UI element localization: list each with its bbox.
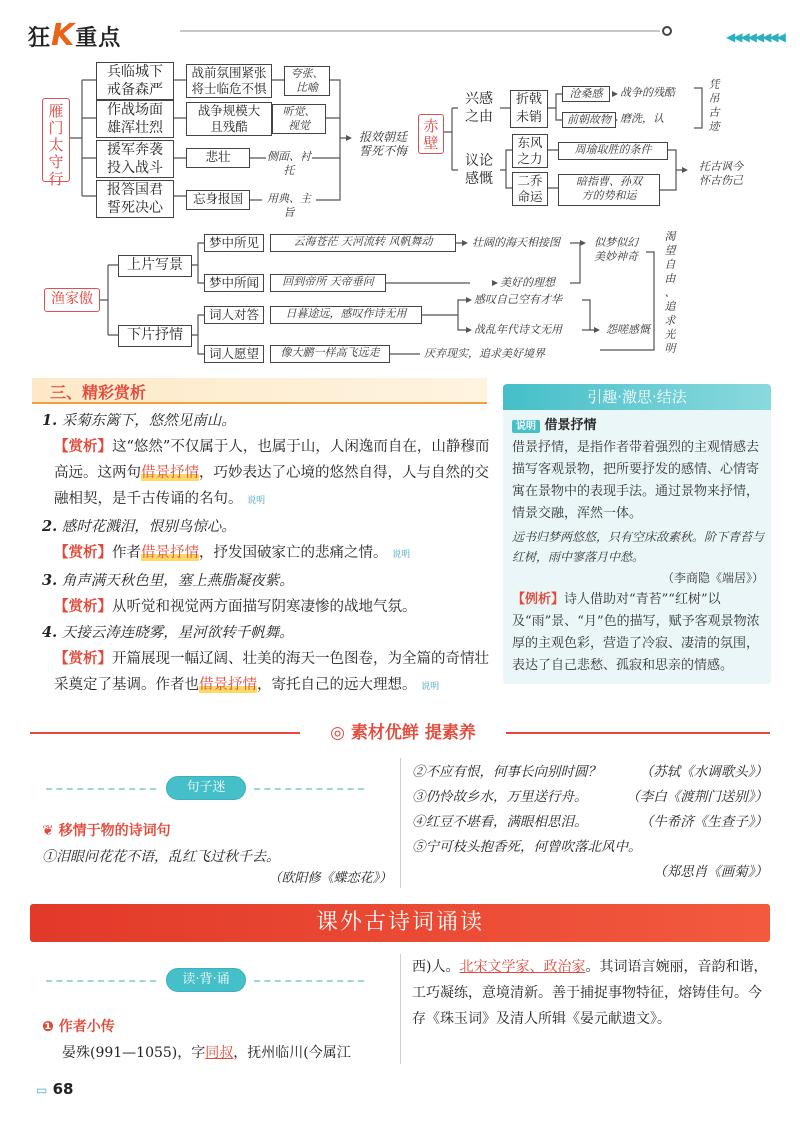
d2-item2: 前朝故物: [562, 112, 616, 128]
d3-sub1: 梦中所见: [204, 234, 264, 252]
d2-item1: 沧桑感: [562, 86, 610, 102]
sentence-pill: 句子迷: [166, 776, 246, 800]
d2-side: 凭 吊 古 迹: [708, 78, 720, 133]
appreciation-item-3: 3. 角声满天秋色里，塞上燕脂凝夜紫。 【赏析】从听觉和视觉两方面描写阴寒凄惨的战地气氛。: [42, 572, 417, 615]
pill2-dash-right: [254, 980, 364, 982]
swirl-icon: ◎: [330, 723, 345, 743]
d1-row1-tech: 夸张、 比喻: [284, 66, 330, 96]
d3-result5: 厌弃现实，追求美好境界: [424, 347, 545, 360]
page-tab-icon: ▭: [36, 1083, 48, 1097]
sentence-left-1: ①泪眼问花花不语，乱红飞过秋千去。 （欧阳修《蝶恋花》）: [42, 849, 392, 886]
banner1-title: ◎ 素材优鲜 提素养: [330, 723, 476, 743]
method-panel-body: 说明 借景抒情 借景抒情，是指作者带着强烈的主观情感去描写客观景物，把所要抒发的感情、心情寄寓在景物中的表现手法。通过景物来抒情，情景交融，浑然一体。 远书归梦两悠悠，只有空床敌素秋。阶下青苔与红树，雨中寥落月中愁。 （李商隐《端居》） 【例析】诗人借助对“青苔”“红树”以及“雨”景、“月”色的描写，赋予客观景物浓厚的主观色彩，营造了冷寂、凄清的氛围，表达了自己悲愁、孤寂和思亲的情感。: [512, 418, 765, 673]
d2-group2: 议论 感慨: [465, 153, 493, 187]
banner1-line-right: [506, 732, 770, 734]
d3-sub3: 词人对答: [204, 306, 264, 324]
d2-item3: 周瑜取胜的条件: [558, 142, 668, 160]
d3-result2: 美好的理想: [500, 276, 555, 289]
diagram2-root: 赤壁: [418, 114, 444, 154]
d1-row2-tech: 听觉、 视觉: [272, 104, 326, 134]
page-number: ▭ 68: [36, 1080, 74, 1098]
diagram3-root: 渔家傲: [44, 288, 100, 312]
d2-group1-box: 折戟 未销: [510, 90, 548, 128]
d3-sub2: 梦中所闻: [204, 274, 264, 292]
d1-row4-tech: 用典、主旨: [262, 192, 316, 210]
banner2-title: 课外古诗词诵读: [30, 904, 770, 942]
maple-leaf-icon: ❦: [42, 823, 54, 839]
d3-side: 渴 望 自 由 、 追 求 光 明: [664, 230, 676, 355]
appreciation-item-1: 1. 采菊东篱下，悠然见南山。 【赏析】这“悠然”不仅属于人，也属于山，人闲逸而自在，山静穆而高远。这两句借景抒情，巧妙表达了心境的悠然自得，人与自然的交融相契，是千古传诵的名句。 说明: [42, 412, 490, 507]
d1-row3-detail: 悲壮: [186, 148, 250, 168]
sentence-right-list: ②不应有恨，何事长向别时圆？ （苏轼《水调歌头》） ③仍怜故乡水，万里送行舟。 （李白《渡荆门送别》） ④红豆不堪看，满眼相思泪。 （牛希济《生查子》） ⑤宁可枝头抱香死，何曾吹落北风中。 （郑思肖《画菊》）: [412, 764, 768, 880]
section-title-bar: 三、精彩赏析: [32, 378, 487, 404]
d1-row4-detail: 忘身报国: [186, 190, 250, 210]
d2-group1: 兴感 之由: [465, 91, 493, 125]
brand-logo: 狂K重点: [28, 18, 122, 53]
d1-row4-box: 报答国君 誓死决心: [96, 180, 174, 218]
author-left-text: 晏殊(991—1055)，字同叔，抚州临川(今属江: [62, 1045, 351, 1061]
d1-row2-box: 作战场面 雄浑壮烈: [96, 100, 174, 138]
d2-result1: 战争的残酷: [620, 86, 675, 99]
d2-box-dongfeng: 东风 之力: [512, 134, 548, 168]
d3-part1: 上片写景: [118, 255, 192, 277]
d3-sub4: 词人愿望: [204, 345, 264, 363]
d2-box-erqiao: 二乔 命运: [512, 172, 548, 206]
d3-item2: 回到帝所 天帝垂问: [270, 274, 386, 292]
d3-feel1: 似梦似幻 美妙神奇: [594, 236, 638, 263]
method-panel-title: 引趣·激思·结法: [503, 384, 771, 410]
d2-item4: 暗指曹、孙双 方的势和运: [558, 174, 660, 206]
diagram1-root: 雁门太守行: [42, 98, 70, 182]
author-pill: 读·背·诵: [166, 968, 246, 992]
author-heading: ❶ 作者小传: [42, 1019, 115, 1035]
d1-row2-detail: 战争规模大 且残酷: [186, 102, 272, 136]
banner1-line-left: [30, 732, 300, 734]
panel-badge: 说明: [512, 420, 540, 433]
column-divider-1: [400, 758, 401, 888]
column-divider-2: [400, 954, 401, 1064]
d3-part2: 下片抒情: [118, 325, 192, 347]
appreciation-list: [42, 408, 492, 700]
d2-conclusion: 托古讽今 怀古伤己: [699, 160, 743, 187]
d3-item3: 日暮途远，感叹作诗无用: [270, 306, 422, 324]
d3-feel2: 怨嗟感慨: [606, 323, 650, 336]
d1-row1-box: 兵临城下 戒备森严: [96, 62, 174, 100]
d1-row3-box: 援军奔袭 投入战斗: [96, 140, 174, 178]
appreciation-item-4: 4. 天接云涛连晓雾，星河欲转千帆舞。 【赏析】开篇展现一幅辽阔、壮美的海天一色图卷，为全篇的奇情壮采奠定了基调。作者也借景抒情，寄托自己的远大理想。 说明: [42, 624, 489, 693]
number-badge-icon: ❶: [42, 1019, 54, 1035]
d3-item4: 像大鹏一样高飞远走: [270, 345, 390, 363]
pill2-dash-left: [46, 980, 156, 982]
d3-result1: 壮阔的海天相接图: [472, 236, 560, 249]
d3-result3: 感叹自己空有才华: [474, 293, 562, 306]
d1-row1-detail: 战前氛围紧张 将士临危不惧: [186, 64, 272, 98]
d3-result4: 战乱年代诗文无用: [474, 323, 562, 336]
pill-dash-right: [254, 788, 364, 790]
author-right-text: 西)人。北宋文学家、政治家。其词语言婉丽，音韵和谐，工巧凝练，意境清新。善于捕捉事物特征，熔铸佳句。今存《珠玉词》及清人所辑《晏元献遗文》。: [412, 959, 768, 1027]
pill-dash-left: [46, 788, 156, 790]
d3-item1: 云海苍茫 天河流转 风帆舞动: [270, 234, 456, 252]
sentence-heading: ❦ 移情于物的诗词句: [42, 823, 171, 839]
d1-row3-tech: 侧面、衬托: [267, 150, 311, 177]
d1-conclusion: 报效朝廷 誓死不悔: [358, 130, 407, 158]
d2-result2: 磨洗，认: [620, 112, 664, 125]
header-arrows-icon: ◀◀◀◀◀◀◀◀: [726, 30, 784, 44]
appreciation-item-2: 2. 感时花溅泪，恨别鸟惊心。 【赏析】作者借景抒情，抒发国破家亡的悲痛之情。 说明: [42, 518, 411, 561]
